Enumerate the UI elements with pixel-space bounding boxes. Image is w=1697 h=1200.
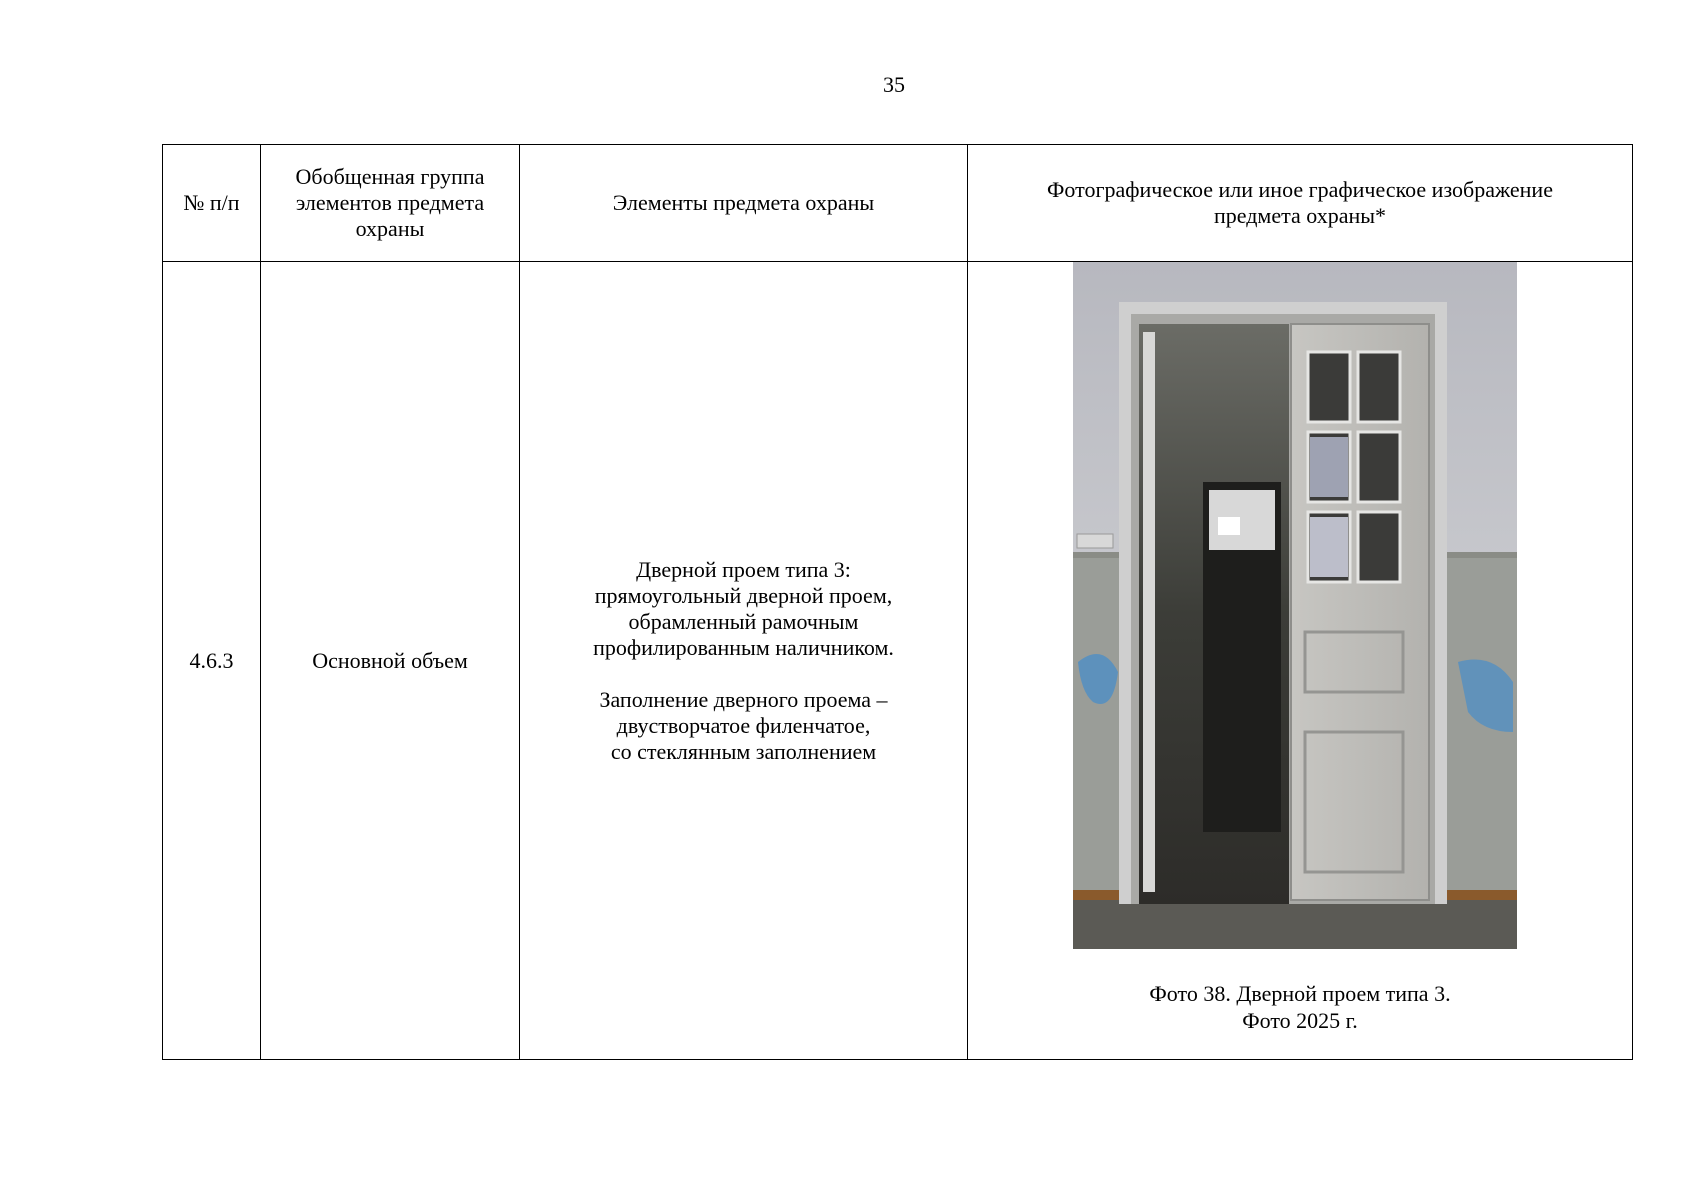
table-header-row — [163, 145, 1633, 262]
header-elements: Элементы предмета охраны — [520, 145, 968, 262]
description-line: двустворчатое филенчатое, — [616, 712, 871, 738]
header-group: Обобщенная группа элементов предмета охраны — [261, 145, 520, 262]
caption-line-1: Фото 38. Дверной проем типа 3. — [1149, 981, 1451, 1006]
description-line: прямоугольный дверной проем, — [594, 582, 893, 608]
caption-line-2: Фото 2025 г. — [1242, 1008, 1358, 1033]
description-line: со стеклянным заполнением — [610, 738, 877, 764]
row-description — [520, 262, 968, 1060]
description-line: обрамленный рамочным — [628, 608, 859, 634]
photo-caption — [968, 980, 1632, 1034]
row-num: 4.6.3 — [163, 262, 261, 1060]
row-photo-cell — [968, 262, 1633, 1060]
description-line: Дверной проем типа 3: — [636, 556, 851, 582]
protection-elements-table — [162, 144, 1633, 1060]
description-line: профилированным наличником. — [593, 634, 894, 660]
header-image: Фотографическое или иное графическое изображение предмета охраны* — [968, 145, 1633, 262]
page-number: 35 — [883, 72, 905, 97]
header-num: № п/п — [163, 145, 261, 262]
description-line: Заполнение дверного проема – — [599, 686, 888, 712]
table-row — [163, 262, 1633, 1060]
row-group: Основной объем — [261, 262, 520, 1060]
door-photo — [1073, 262, 1517, 949]
